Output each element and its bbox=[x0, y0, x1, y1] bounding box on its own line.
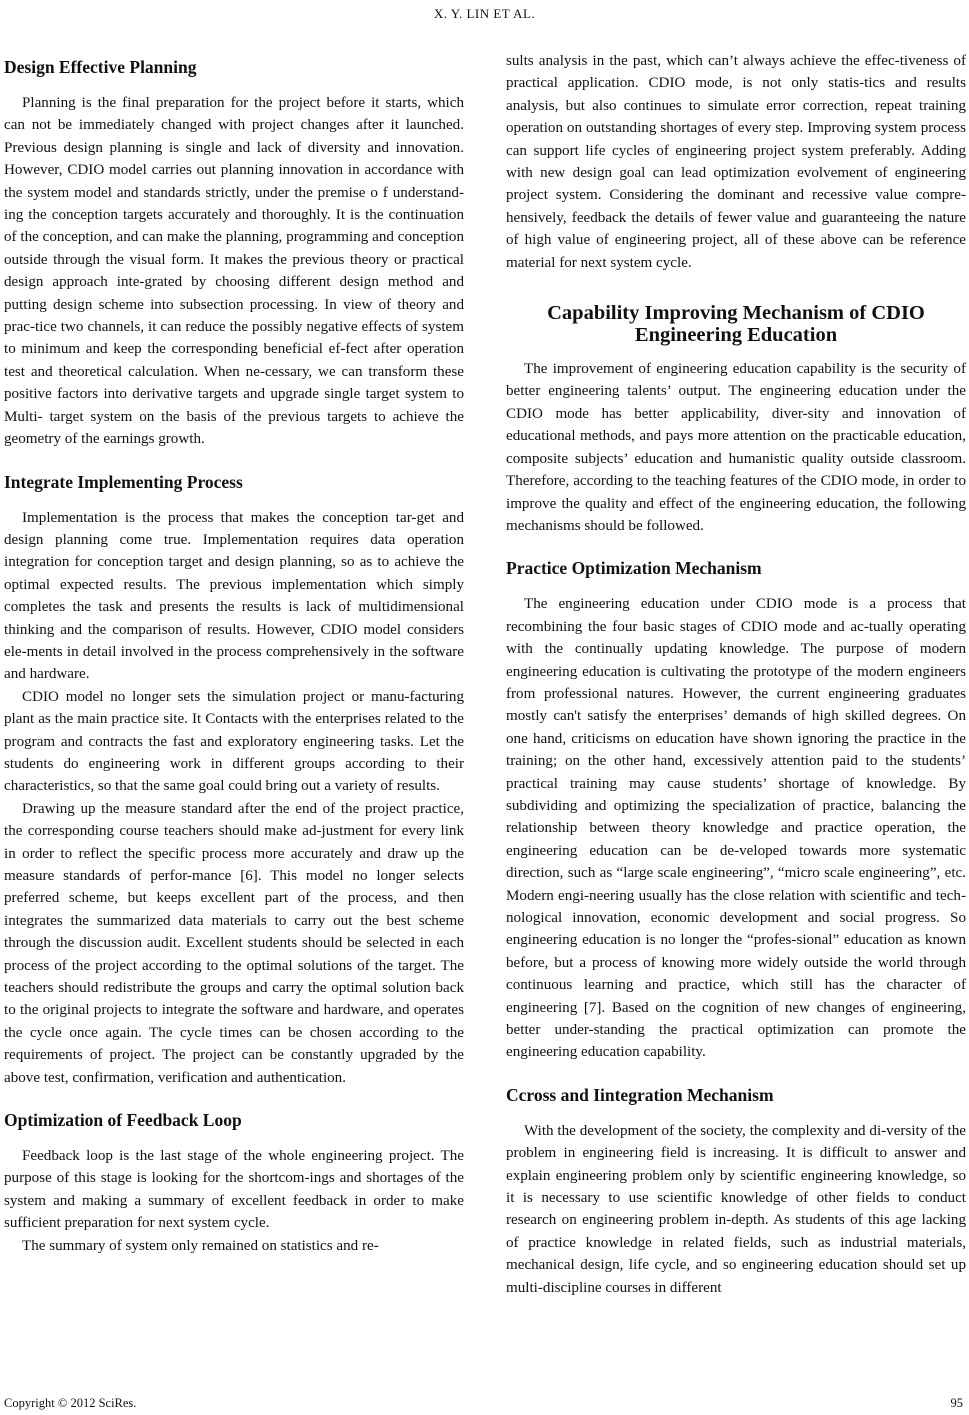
section-heading-line: Capability Improving Mechanism of CDIO bbox=[547, 302, 925, 325]
paragraph: The improvement of engineering education capability is the security of better engineering talents’ output. The engineering education under the CDIO mode has better applicability, diver-sity and innovation of educational methods, and pays more attention on the practicable education, composite subjects’ education and humanistic quality outside classroom. Therefore, according to the teaching features of the CDIO mode, in order to improve the quality and effect of the engineering education, the following mechanisms should be followed. bbox=[506, 361, 966, 534]
paragraph: The engineering education under CDIO mode is a process that recombining the four basic stages of CDIO mode and ac-tually operating with the continually updating knowledge. The purpose of modern engineering education is cultivating the prototype of the modern engineers from professional natures. However, the current engineering graduates mostly can't satisfy the enterprises’ demands of high skilled degrees. On one hand, criticisms on education have shown ignoring the practice in the training; on the other hand, excessively attention paid to the students’ practical training may cause students’ shortage of knowledge. By subdividing and optimizing the specialization of practice, balancing the relationship between theory knowledge and practice operation, the engineering education can be de-veloped towards more systematic direction, such as “large scale engineering”, “micro scale engineering”, etc. Modern engi-neering usually has the close relation with scientific and tech-nological innovation, economic development and social progress. So engineering education is no longer the “profes-sional” education as known before, but a process of knowing more widely outside the world through continuous learning and practice, which still has the character of engineering [7]. Based on the cognition of new changes of engineering, better under-standing the practical optimization can promote the engineering education capability. bbox=[506, 596, 966, 1061]
section-heading-implementing-process: Integrate Implementing Process bbox=[4, 471, 243, 492]
section-heading-feedback-loop: Optimization of Feedback Loop bbox=[4, 1110, 242, 1131]
paragraph: The summary of system only remained on statistics and re- bbox=[22, 1237, 379, 1254]
paragraph: With the development of the society, the complexity and di-versity of the problem in engineering field is increasing. It is difficult to answer and explain engineering problem only by scientific engineering knowledge, so it is necessary to use scientific knowledge of other fields to conduct research on engineering problem in-depth. As students of this age lacking of practice knowledge in related fields, such as industrial materials, mechanical design, life cycle, and so engineering education should set up multi-discipline courses in different bbox=[506, 1122, 966, 1296]
page-number: 95 bbox=[950, 1396, 963, 1410]
section-heading-design-planning: Design Effective Planning bbox=[4, 57, 197, 77]
section-heading-capability-mechanism bbox=[506, 302, 966, 346]
running-head: X. Y. LIN ET AL. bbox=[433, 6, 536, 21]
paragraph: Implementation is the process that makes the conception tar-get and design planning come true. Implementation requires data operation integration for conception target and design planning, so as to achieve the optimal expected results. The previous implementation which simply completes the task and presents the results is lack of multidimensional thinking and the comparison of results. However, CDIO model considers ele-ments in detail involved in the process comprehensively in the software and hardware. bbox=[4, 509, 464, 683]
paragraph: Feedback loop is the last stage of the whole engineering project. The purpose of this stage is looking for the shortcom-ings and shortages of the system and making a summary of excellent feedback in order to make sufficient preparation for next system cycle. bbox=[4, 1148, 464, 1232]
paragraph: Drawing up the measure standard after the end of the project practice, the corresponding course teachers should make ad-justment for every link in order to reflect the specific process more accurately and draw up the measure standards of perfor-mance [6]. This model no longer selects preferred scheme, but keeps excellent part of the process, and then integrates the summarized data materials to carry out the best scheme through the discussion audit. Excellent students should be selected in each process of the project according to the optimal solutions of the target. The teachers should redistribute the groups and carry the optimal solution back to the original projects to integrate the software and hardware, and operates the cycle once again. The cycle times can be chosen according to the requirements of project. The project can be constantly upgraded by the above test, confirmation, verification and authentication. bbox=[4, 800, 464, 1086]
paragraph: CDIO model no longer sets the simulation project or manu-facturing plant as the main practice site. It Contacts with the enterprises related to the program and contracts the fast and exploratory engineering tasks. Let the students do engineering work in different groups according to their characteristics, so that the same goal could bring out a variety of results. bbox=[4, 688, 464, 795]
paragraph-continued: sults analysis in the past, which can’t always achieve the effec-tiveness of practical application. CDIO mode, is not only statis-tics and results analysis, but also continues to simulate error correction, repeat training operation on outstanding shortages of every step. Improving system process can support life cycles of engineering project system preferably. Adding with new design goal can lead optimization evolvement of engineering project system. Considering the dominant and recessive value compre-hensively, feedback the details of fewer value and guaranteeing the nature of high value of engineering project, all of these above can be reference material for next system cycle. bbox=[506, 53, 966, 271]
copyright-footer: Copyright © 2012 SciRes. bbox=[4, 1396, 137, 1410]
left-column bbox=[4, 50, 464, 1257]
section-heading-practice-optimization: Practice Optimization Mechanism bbox=[506, 558, 762, 579]
paragraph: Planning is the final preparation for the project before it starts, which can not be immediately changed with project changes after it launched. Previous design planning is single and lack of diversity and innovation. However, CDIO model carries out planning innovation in accordance with the system model and standards strictly, under the premise o f understand-ing the conception targets accurately and thoroughly. It is the continuation of the conception, and can make the planning, programming and conception outside through the visual form. It makes the previous theory or practical design approach inte-grated by choosing different design method and putting design scheme into subsection processing. In view of theory and prac-tice two channels, it can reduce the possibly negative effects of system to minimum and keep the corresponding beneficial ef-fect after operation test and theoretical calculation. When ne-cessary, we can transform these positive factors into derivative targets and upgrade single target system to Multi- target system on the basis of the previous targets to achieve the geometry of the earnings growth. bbox=[4, 95, 464, 448]
right-column bbox=[506, 50, 966, 1299]
section-heading-line: Engineering Education bbox=[634, 324, 838, 347]
section-heading-cross-integration: Ccross and Iintegration Mechanism bbox=[506, 1084, 774, 1105]
